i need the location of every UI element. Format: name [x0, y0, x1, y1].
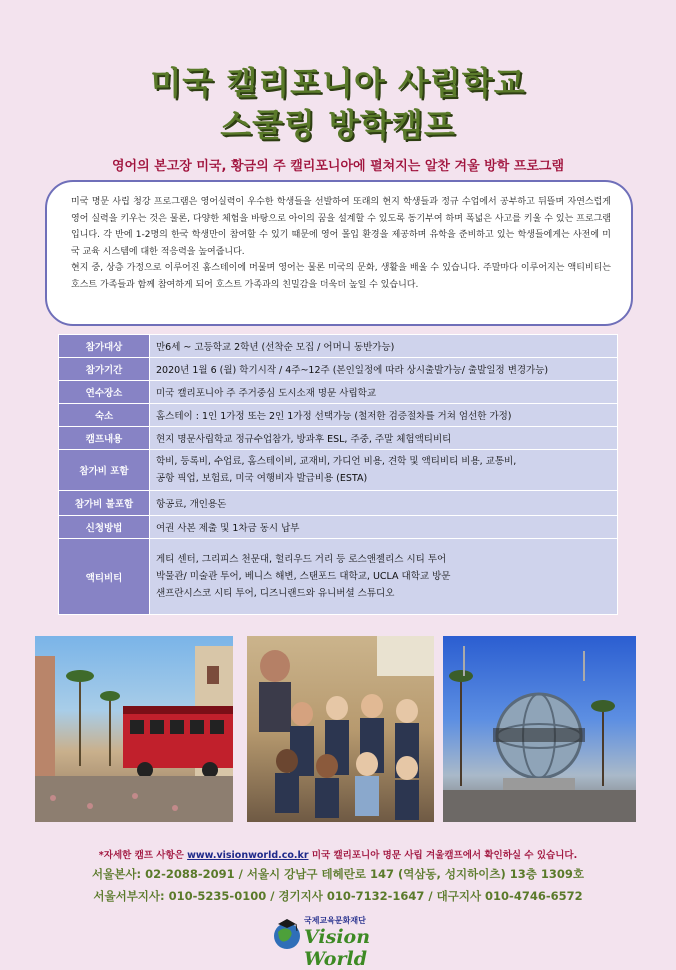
- row-value-included: [150, 450, 618, 491]
- table-row: [59, 358, 618, 381]
- subtitle: 영어의 본고장 미국, 황금의 주 캘리포니아에 펼쳐지는 알찬 겨울 방학 프로그램: [111, 159, 565, 174]
- intro-paragraph-1: 미국 명문 사립 청강 프로그램은 영어실력이 우수한 학생들을 선발하여 또래의 현지 학생들과 정규 수업에서 공부하고 뒤뜰며 자연스럽게 영어 실력을 키우는 것은 물론, 다양한 체험을 바탕으로 아이의 꿈을 설계할 수 있도록 동기부여 하며 폭넓은 사고를 키울 수 있는 프로그램입니다. 각 반에 1-2명의 한국 학생만이 참여할 수 있기 때문에 영어 몰입 환경을 제공하며 유학을 준비하고 있는 학생들에게는 사전에 미국 교육 시스템에 대한 적응력을 높여줍니다.: [71, 197, 611, 257]
- table-row: [59, 427, 618, 450]
- row-value-apply: 여권 사본 제출 및 1차금 동시 납부: [150, 516, 618, 539]
- table-row: [59, 539, 618, 615]
- website-link[interactable]: www.visionworld.co.kr: [187, 850, 309, 861]
- row-label-content: 캠프내용: [59, 427, 150, 450]
- photo-strip: [35, 636, 635, 822]
- row-label-excluded: 참가비 불포함: [59, 491, 150, 516]
- table-row: [59, 335, 618, 358]
- row-value-lodging: 홈스테이 : 1인 1가정 또는 2인 1가정 선택가능 (철저한 검증절차를 거쳐 엄선한 가정): [150, 404, 618, 427]
- included-line-1: 학비, 등록비, 수업료, 홈스테이비, 교재비, 가디언 비용, 견학 및 액티비티 비용, 교통비,: [156, 456, 517, 467]
- footer-note-suffix: 미국 캘리포니아 명문 사립 겨울캠프에서 확인하실 수 있습니다.: [308, 850, 578, 861]
- row-value-content: 현지 명문사립학교 정규수업참가, 방과후 ESL, 주중, 주말 체험액티비티: [150, 427, 618, 450]
- universal-globe-photo: [443, 636, 636, 822]
- row-value-location: 미국 캘리포니아 주 주거중심 도시소재 명문 사립학교: [150, 381, 618, 404]
- students-group-image: [247, 636, 434, 822]
- row-label-included: 참가비 포함: [59, 450, 150, 491]
- row-label-target: 참가대상: [59, 335, 150, 358]
- table-row: [59, 516, 618, 539]
- footer-note-prefix: *자세한 캠프 사항은: [98, 850, 188, 861]
- activity-line-1: 게티 센터, 그리피스 천문대, 헐리우드 거리 등 로스앤젤리스 시티 투어: [156, 554, 447, 565]
- row-label-lodging: 숙소: [59, 404, 150, 427]
- footer-note: [0, 847, 676, 861]
- main-title-line1: 미국 캘리포니아 사립학교: [150, 64, 526, 102]
- logo-wordmark: Vision World: [304, 926, 371, 970]
- intro-box: [45, 180, 633, 326]
- row-label-location: 연수장소: [59, 381, 150, 404]
- intro-paragraph-2: 현지 중, 상층 가정으로 이루어진 홈스테이에 머물며 영어는 물론 미국의 문화, 생활을 배울 수 있습니다. 주말마다 이루어지는 액티비티는 호스트 가족들과 함께 참여하게 되어 호스트 가족과의 친밀감을 더욱더 높일 수 있습니다.: [71, 263, 611, 290]
- row-label-activity: 액티비티: [59, 539, 150, 615]
- vision-world-logo: [272, 913, 402, 970]
- globe-logo-icon: [272, 916, 302, 952]
- row-value-target: 만6세 ~ 고등학교 2학년 (선착순 모집 / 어머니 동반가능): [150, 335, 618, 358]
- table-row: [59, 491, 618, 516]
- table-row: [59, 381, 618, 404]
- activity-line-2: 박물관/ 미술관 투어, 베니스 해변, 스탠포드 대학교, UCLA 대학교 방문: [156, 571, 451, 582]
- hollywood-bus-photo: [35, 636, 233, 822]
- program-info-table: [58, 334, 618, 615]
- table-row: [59, 450, 618, 491]
- table-row: [59, 404, 618, 427]
- row-label-period: 참가기간: [59, 358, 150, 381]
- activity-line-3: 샌프란시스코 시티 투어, 디즈니랜드와 유니버셜 스튜디오: [156, 588, 395, 599]
- branch-contacts: 서울서부지사: 010-5235-0100 / 경기지사 010-7132-1647 / 대구지사 010-4746-6572: [93, 889, 583, 903]
- row-value-period: 2020년 1월 6 (월) 학기시작 / 4주~12주 (본인일정에 따라 상시출발가능/ 출발일정 변경가능): [150, 358, 618, 381]
- row-value-excluded: 항공료, 개인용돈: [150, 491, 618, 516]
- row-value-activity: [150, 539, 618, 615]
- logo-subtitle: 국제교육문화재단: [304, 916, 366, 925]
- head-office-contact: 서울본사: 02-2088-2091 / 서울시 강남구 테헤란로 147 (역삼동, 성지하이츠) 13층 1309호: [92, 867, 584, 881]
- included-line-2: 공항 픽업, 보험료, 미국 여행비자 발급비용 (ESTA): [156, 473, 368, 484]
- students-photo: [247, 636, 434, 822]
- hollywood-street-image: [35, 636, 233, 822]
- universal-studios-image: [443, 636, 636, 822]
- row-label-apply: 신청방법: [59, 516, 150, 539]
- main-title-line2: 스쿨링 방학캠프: [220, 106, 456, 144]
